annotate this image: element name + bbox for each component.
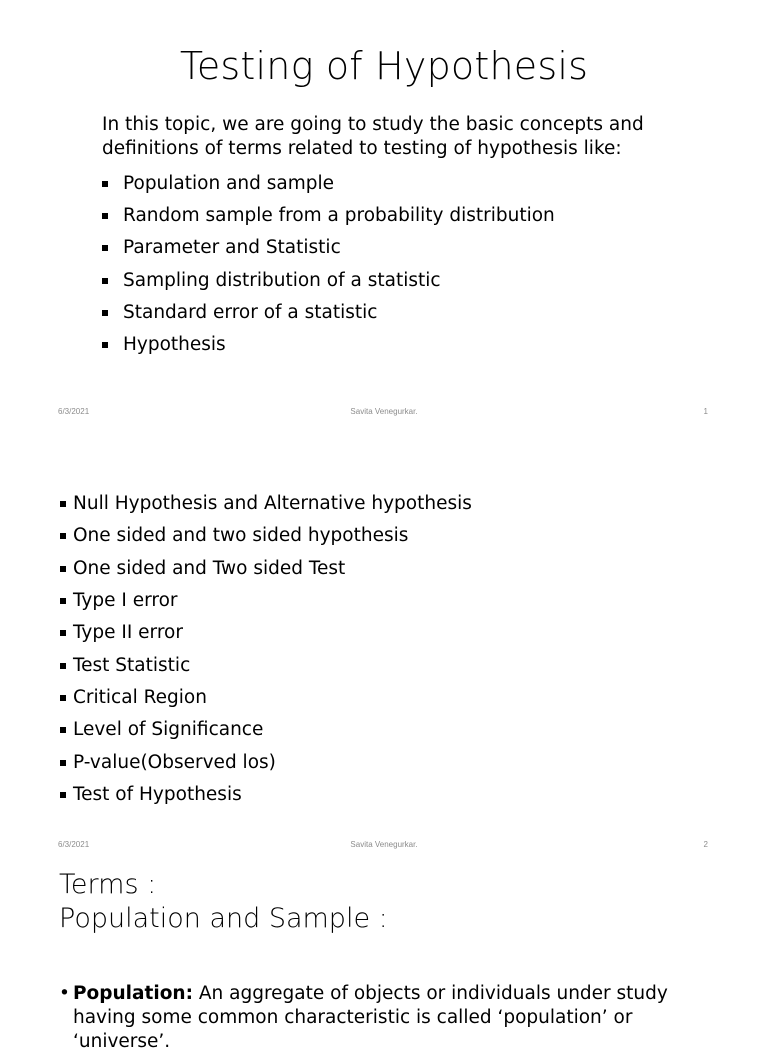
title-line-1: Terms : [59,869,157,900]
slide-title: Testing of Hypothesis [179,44,589,88]
list-item: Standard error of a statistic [102,297,555,329]
list-item: Random sample from a probability distribution [102,200,555,232]
definition-text [73,982,719,1054]
square-bullet-icon [60,501,66,507]
square-bullet-icon [60,727,66,733]
slide-title [59,868,388,936]
square-bullet-icon [60,760,66,766]
footer-page-number: 2 [703,840,708,849]
topic-list [102,168,555,361]
square-bullet-icon [60,695,66,701]
list-item: Null Hypothesis and Alternative hypothesis [60,488,472,520]
footer-date: 6/3/2021 [58,407,90,416]
list-item: Parameter and Statistic [102,232,555,264]
list-item: One sided and Two sided Test [60,553,472,585]
square-bullet-icon [102,213,108,219]
list-item: Hypothesis [102,329,555,361]
square-bullet-icon [60,533,66,539]
footer-author: Savita Venegurkar. [350,407,418,416]
list-item: Type I error [60,585,472,617]
footer-date: 6/3/2021 [58,840,90,849]
intro-paragraph: In this topic, we are going to study the basic concepts and definitions of terms related to testing of hypothesis like: [102,114,644,159]
square-bullet-icon [102,310,108,316]
square-bullet-icon [60,663,66,669]
list-item: Test Statistic [60,649,472,681]
list-item: Test of Hypothesis [60,779,472,811]
list-item: Type II error [60,617,472,649]
definition-body: An aggregate of objects or individuals under study having some common characteristic is called ‘population’ or ‘universe’. [73,983,668,1052]
square-bullet-icon [102,278,108,284]
square-bullet-icon [60,598,66,604]
slide-2 [0,432,768,864]
square-bullet-icon [102,245,108,251]
round-bullet-icon: • [59,983,70,1004]
slide-3 [0,864,768,1052]
footer-page-number: 1 [703,407,708,416]
terms-list [60,488,472,811]
square-bullet-icon [60,630,66,636]
list-item: One sided and two sided hypothesis [60,520,472,552]
square-bullet-icon [60,792,66,798]
footer-author: Savita Venegurkar. [350,840,418,849]
list-item: P-value(Observed los) [60,746,472,778]
square-bullet-icon [102,342,108,348]
list-item: Population and sample [102,168,555,200]
list-item: Critical Region [60,682,472,714]
definition-paragraph [59,982,719,1054]
square-bullet-icon [102,181,108,187]
list-item: Level of Significance [60,714,472,746]
slide-1 [0,0,768,432]
list-item: Sampling distribution of a statistic [102,265,555,297]
square-bullet-icon [60,566,66,572]
definition-term: Population: [73,983,193,1004]
title-line-2: Population and Sample : [59,903,388,934]
